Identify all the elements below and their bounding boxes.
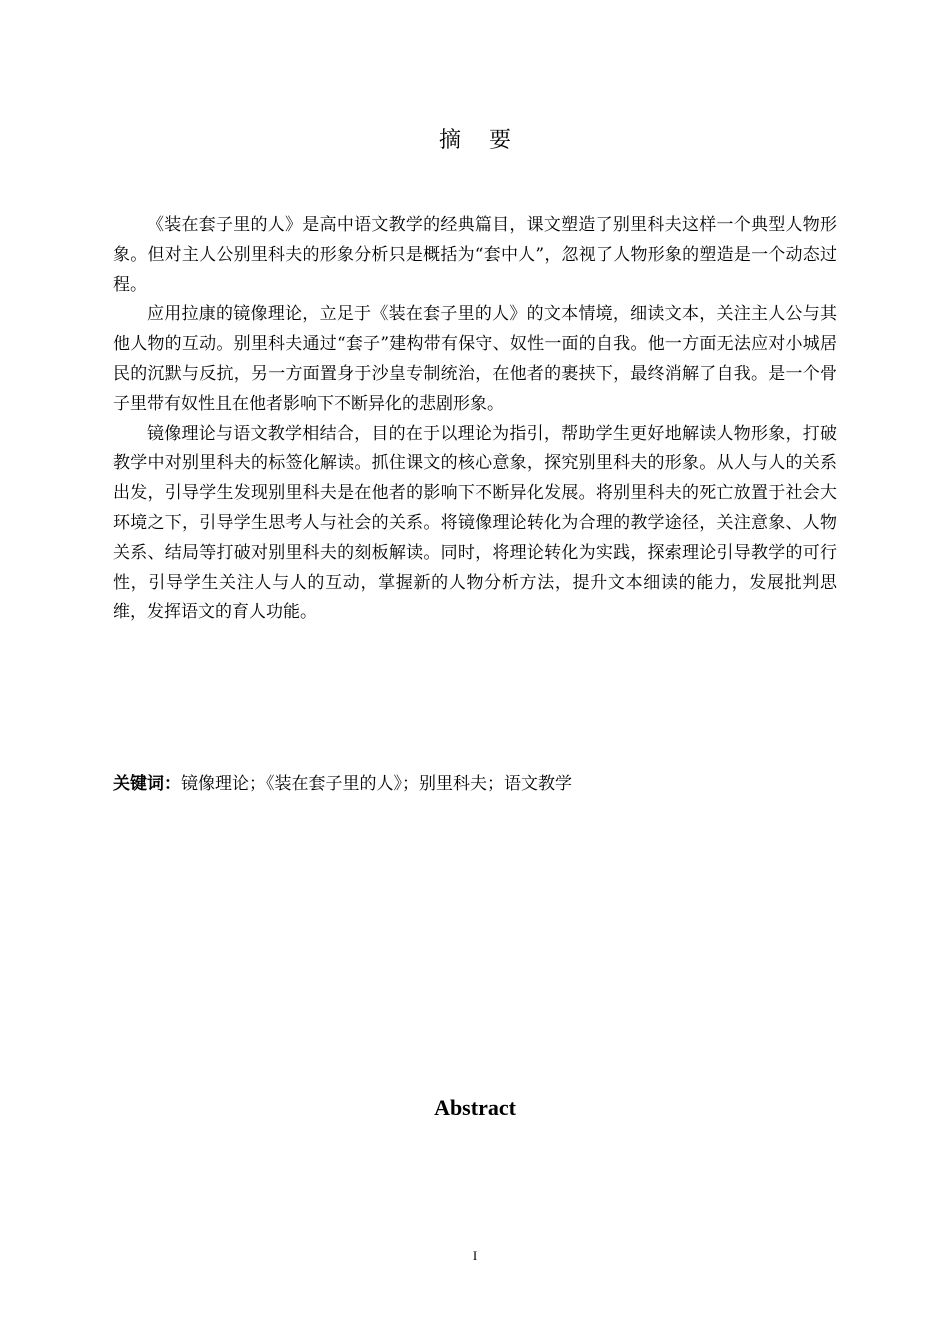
abstract-paragraph-2: 应用拉康的镜像理论，立足于《装在套子里的人》的文本情境，细读文本，关注主人公与其他人物的互动。别里科夫通过“套子”建构带有保守、奴性一面的自我。他一方面无法应对小城居民的沉默与反抗，另一方面置身于沙皇专制统治，在他者的裹挟下，最终消解了自我。是一个骨子里带有奴性且在他者影响下不断异化的悲剧形象。 [113, 304, 837, 414]
abstract-body-cn [113, 211, 837, 628]
keywords-line [113, 770, 837, 798]
abstract-title-cn: 摘要 [438, 128, 539, 153]
keywords-text: 镜像理论；《装在套子里的人》；别里科夫；语文教学 [181, 774, 572, 794]
page-number: I [472, 1248, 478, 1263]
keywords-label: 关键词： [113, 774, 181, 794]
abstract-paragraph-1: 《装在套子里的人》是高中语文教学的经典篇目，课文塑造了别里科夫这样一个典型人物形象。但对主人公别里科夫的形象分析只是概括为“套中人”，忽视了人物形象的塑造是一个动态过程。 [113, 215, 837, 295]
abstract-paragraph-3: 镜像理论与语文教学相结合，目的在于以理论为指引，帮助学生更好地解读人物形象，打破教学中对别里科夫的标签化解读。抓住课文的核心意象，探究别里科夫的形象。从人与人的关系出发，引导学生发现别里科夫是在他者的影响下不断异化发展。将别里科夫的死亡放置于社会大环境之下，引导学生思考人与社会的关系。将镜像理论转化为合理的教学途径，关注意象、人物关系、结局等打破对别里科夫的刻板解读。同时，将理论转化为实践，探索理论引导教学的可行性，引导学生关注人与人的互动，掌握新的人物分析方法，提升文本细读的能力，发展批判思维，发挥语文的育人功能。 [113, 423, 837, 623]
abstract-title-en: Abstract [434, 1095, 516, 1120]
